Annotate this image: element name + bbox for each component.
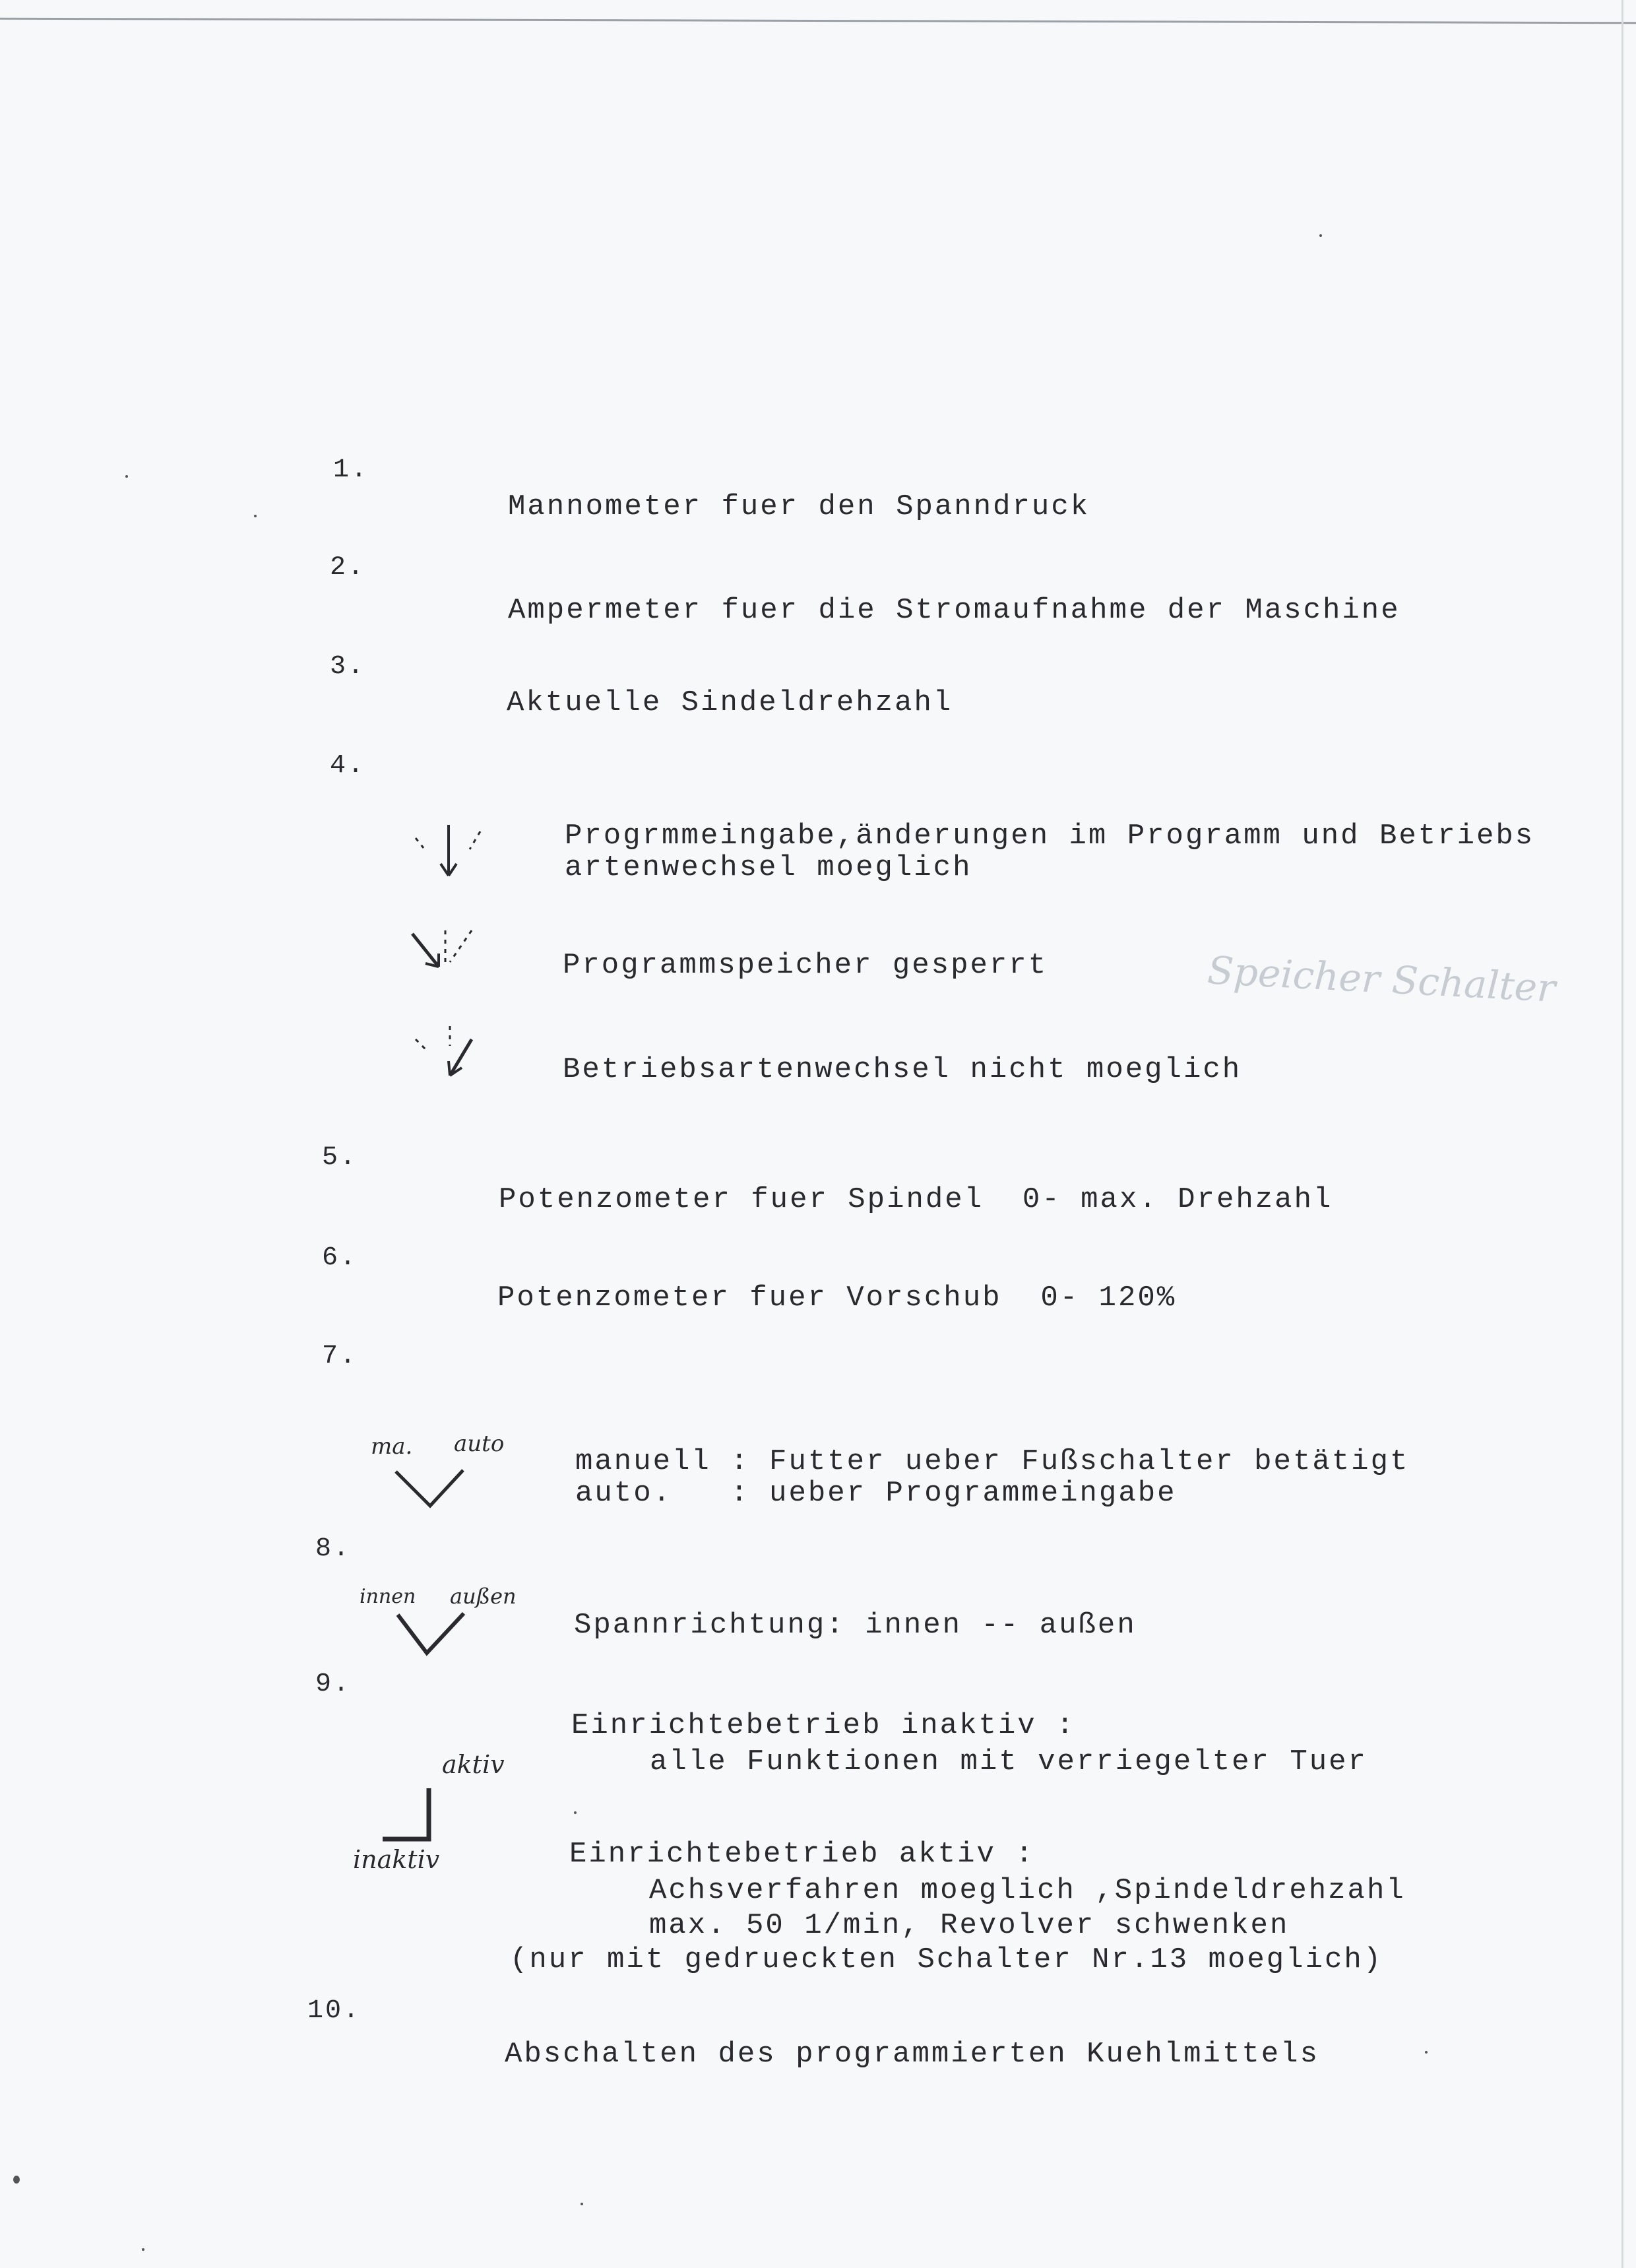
switch-label-outside: außen <box>450 1584 517 1609</box>
scan-speck <box>1425 2051 1428 2054</box>
item-number-8: 8. <box>315 1534 352 1564</box>
switch-v-icon-2 <box>393 1607 472 1660</box>
item-number-4: 4. <box>330 751 366 781</box>
item-4-option-1-line-2: artenwechsel moeglich <box>565 851 972 884</box>
item-number-1: 1. <box>333 455 369 485</box>
item-9-block-2-line-1: Einrichtebetrieb aktiv : <box>569 1838 1035 1871</box>
item-text-8: Spannrichtung: innen -- außen <box>574 1609 1137 1642</box>
item-number-3: 3. <box>330 652 366 682</box>
page-right-edge <box>1621 0 1623 2268</box>
switch-position-left-icon <box>409 924 488 977</box>
item-9-block-2-line-3: max. 50 1/min, Revolver schwenken <box>649 1909 1290 1942</box>
handwritten-note: Speicher Schalter <box>1206 948 1557 1011</box>
switch-label-inside: innen <box>360 1585 416 1608</box>
scan-speck <box>142 2248 144 2251</box>
item-number-9: 9. <box>315 1669 352 1699</box>
item-9-block-1-line-1: Einrichtebetrieb inaktiv : <box>571 1709 1076 1742</box>
item-4-option-2: Programmspeicher gesperrt <box>563 949 1048 982</box>
scan-speck <box>13 2176 20 2184</box>
switch-label-manual: ma. <box>371 1433 413 1460</box>
switch-label-inactive: inaktiv <box>353 1845 440 1874</box>
item-number-10: 10. <box>307 1996 362 2026</box>
item-number-6: 6. <box>322 1243 358 1273</box>
scan-speck <box>254 515 257 517</box>
item-9-block-2-line-2: Achsverfahren moeglich ,Spindeldrehzahl <box>649 1874 1406 1907</box>
scan-speck <box>125 475 128 478</box>
item-4-option-3: Betriebsartenwechsel nicht moeglich <box>563 1053 1242 1086</box>
item-4-option-1-line-1: Progrmmeingabe,änderungen im Programm und Betriebs <box>565 820 1535 853</box>
item-text-5: Potenzometer fuer Spindel 0- max. Drehzahl <box>499 1183 1333 1216</box>
item-text-2-line: Ampermeter fuer die Stromaufnahme der Maschine <box>508 594 1400 627</box>
item-text-3: Aktuelle Sindeldrehzahl <box>507 686 953 719</box>
scan-speck <box>581 2203 583 2205</box>
item-7-line-1: manuell : Futter ueber Fußschalter betätigt <box>575 1445 1410 1478</box>
item-9-block-2-line-4: (nur mit gedrueckten Schalter Nr.13 moeglich) <box>510 1943 1383 1976</box>
scan-speck <box>1319 234 1322 237</box>
item-text-6: Potenzometer fuer Vorschub 0- 120% <box>497 1281 1177 1314</box>
scan-speck <box>574 1811 577 1814</box>
item-number-7: 7. <box>322 1342 358 1371</box>
switch-label-active: aktiv <box>442 1750 505 1779</box>
switch-l-icon <box>376 1785 442 1851</box>
item-7-line-2: auto. : ueber Programmeingabe <box>575 1477 1177 1510</box>
item-9-block-1-line-2: alle Funktionen mit verriegelter Tuer <box>650 1745 1368 1778</box>
item-text-1: Mannometer fuer den Spanndruck <box>508 490 1090 523</box>
item-text-10: Abschalten des programmierten Kuehlmittels <box>505 2038 1319 2071</box>
page-top-edge <box>0 18 1636 24</box>
switch-position-right-icon <box>409 1023 488 1076</box>
switch-v-icon <box>389 1458 475 1511</box>
item-number-2: 2. <box>330 553 366 583</box>
switch-label-auto: auto <box>454 1431 505 1457</box>
item-number-5: 5. <box>322 1143 358 1173</box>
switch-position-up-icon <box>409 822 488 881</box>
